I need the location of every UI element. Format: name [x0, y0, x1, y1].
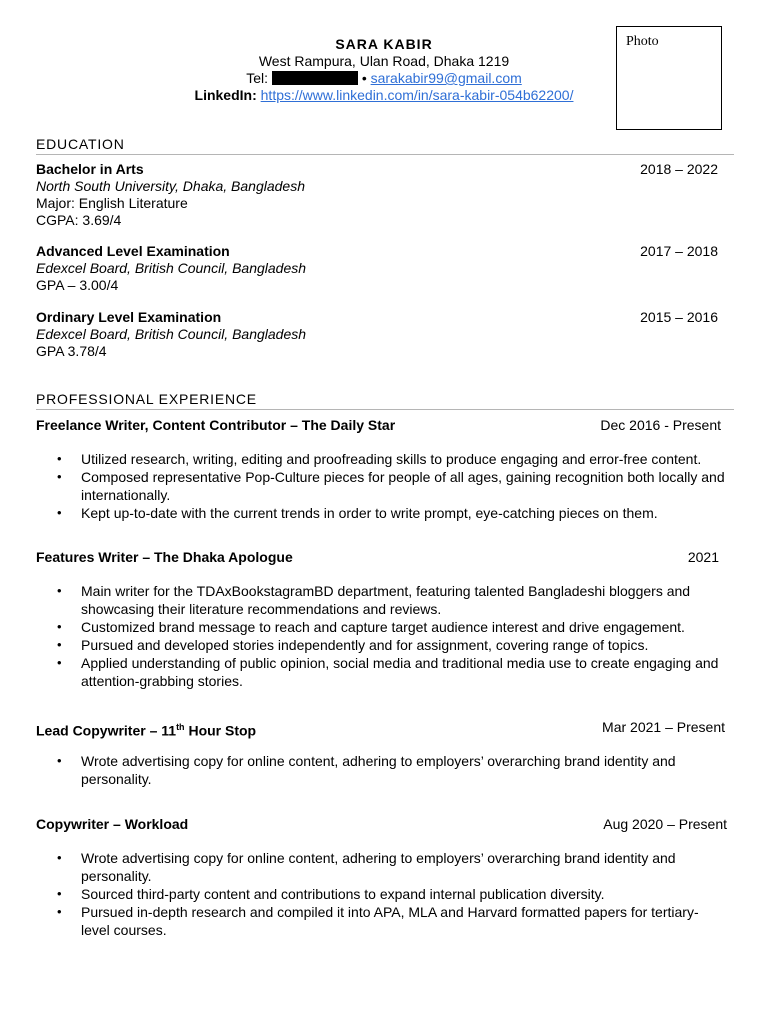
- list-item: • Pursued in-depth research and compiled it into APA, MLA and Harvard formatted papers for tertiary-level courses.: [35, 903, 725, 939]
- job-bullets: [35, 849, 725, 939]
- grade: GPA 3.78/4: [36, 343, 107, 359]
- redacted-phone: [272, 71, 358, 85]
- separator: •: [361, 70, 367, 86]
- job-dates: Aug 2020 – Present: [603, 816, 727, 832]
- job-title-text: Hour Stop: [184, 722, 257, 739]
- job-dates: Dec 2016 - Present: [600, 417, 721, 433]
- education-heading: EDUCATION: [36, 136, 125, 152]
- experience-heading: PROFESSIONAL EXPERIENCE: [36, 391, 257, 407]
- institution: North South University, Dhaka, Bangladesh: [36, 178, 305, 194]
- education-item: [36, 243, 306, 294]
- job-title-text: Lead Copywriter – 11: [36, 722, 177, 739]
- address: West Rampura, Ulan Road, Dhaka 1219: [258, 53, 510, 69]
- institution: Edexcel Board, British Council, Bangladesh: [36, 260, 307, 276]
- job-title: Features Writer – The Dhaka Apologue: [36, 549, 293, 565]
- list-item: • Applied understanding of public opinion, social media and traditional media use to create engaging and attention-grabbing stories.: [35, 654, 725, 690]
- job-title: [36, 719, 256, 740]
- job-bullets: [35, 450, 725, 522]
- job-title: Copywriter – Workload: [36, 816, 189, 832]
- job-title-superscript: th: [176, 722, 185, 732]
- major: Major: English Literature: [36, 195, 188, 211]
- list-item: • Sourced third-party content and contributions to expand internal publication diversity.: [35, 885, 725, 903]
- degree: Advanced Level Examination: [36, 243, 230, 259]
- grade: GPA – 3.00/4: [36, 277, 119, 293]
- list-item: • Customized brand message to reach and capture target audience interest and drive engagement.: [35, 618, 725, 636]
- grade: CGPA: 3.69/4: [36, 212, 122, 228]
- job-bullets: [35, 752, 725, 788]
- job-bullets: [35, 582, 725, 690]
- linkedin-label: LinkedIn:: [194, 87, 257, 103]
- institution: Edexcel Board, British Council, Bangladesh: [36, 326, 307, 342]
- linkedin-link[interactable]: https://www.linkedin.com/in/sara-kabir-054b62200/: [260, 87, 574, 103]
- list-item: • Kept up-to-date with the current trends in order to write prompt, eye-catching pieces on them.: [35, 504, 725, 522]
- job-title: Freelance Writer, Content Contributor – The Daily Star: [36, 417, 396, 433]
- email-link[interactable]: sarakabir99@gmail.com: [370, 70, 522, 86]
- list-item: • Composed representative Pop-Culture pieces for people of all ages, gaining recognition both locally and internationally.: [35, 468, 725, 504]
- education-item: [36, 309, 306, 360]
- degree: Bachelor in Arts: [36, 161, 144, 177]
- list-item: • Wrote advertising copy for online content, adhering to employers’ overarching brand identity and personality.: [35, 849, 725, 885]
- education-years: 2018 – 2022: [640, 161, 718, 177]
- photo-box: [616, 26, 722, 130]
- education-years: 2017 – 2018: [640, 243, 718, 259]
- education-years: 2015 – 2016: [640, 309, 718, 325]
- degree: Ordinary Level Examination: [36, 309, 222, 325]
- list-item: • Pursued and developed stories independently and for assignment, covering range of topics.: [35, 636, 725, 654]
- section-divider: [36, 409, 734, 410]
- tel-label: Tel:: [246, 70, 269, 86]
- candidate-name: SARA KABIR: [335, 36, 433, 52]
- list-item: • Utilized research, writing, editing and proofreading skills to produce engaging and error-free content.: [35, 450, 725, 468]
- education-item: [36, 161, 305, 229]
- job-dates: 2021: [687, 549, 719, 565]
- list-item: • Main writer for the TDAxBookstagramBD department, featuring talented Bangladeshi bloggers and showcasing their literature recommendations and reviews.: [35, 582, 725, 618]
- section-divider: [36, 154, 734, 155]
- photo-label: Photo: [626, 34, 659, 49]
- job-dates: Mar 2021 – Present: [602, 719, 725, 735]
- list-item: • Wrote advertising copy for online content, adhering to employers’ overarching brand identity and personality.: [35, 752, 725, 788]
